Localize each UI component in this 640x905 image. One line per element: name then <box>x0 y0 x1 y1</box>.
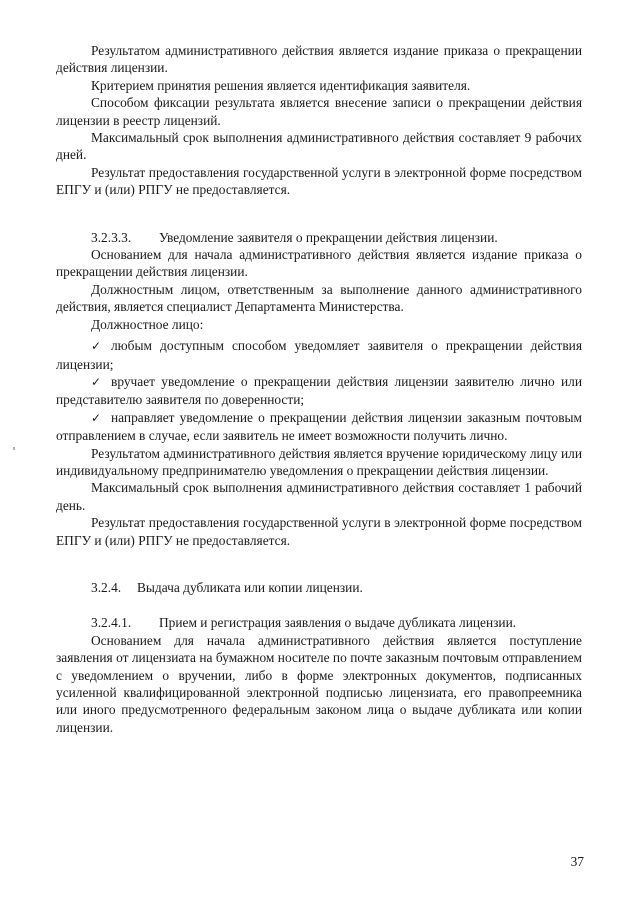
scan-speck <box>13 447 15 450</box>
paragraph-decision-criterion: Критерием принятия решения является идентификация заявителя. <box>91 77 471 93</box>
paragraph-official-intro: Должностное лицо: <box>91 316 204 332</box>
list-item-text: вручает уведомление о прекращении действия лицензии заявителю лично или представителю заявителя по доверенности; <box>56 373 582 408</box>
checkmark-icon: ✓ <box>91 339 102 354</box>
list-item-text: направляет уведомление о прекращении действия лицензии заказным почтовым отправлением в случае, если заявитель не имеет возможности получить лично. <box>56 409 582 444</box>
section-title: Прием и регистрация заявления о выдаче дубликата лицензии. <box>159 615 517 631</box>
section-number: 3.2.4. <box>91 579 122 595</box>
paragraph-notice-basis: Основанием для начала административного действия является издание приказа о прекращении действия лицензии. <box>56 247 582 280</box>
checkmark-icon: ✓ <box>91 374 102 389</box>
list-item-text: любым доступным способом уведомляет заявителя о прекращении действия лицензии; <box>56 338 582 372</box>
page-number: 37 <box>570 854 584 869</box>
paragraph-fixation-method: Способом фиксации результата является внесение записи о прекращении действия лицензии в реестр лицензий. <box>56 95 582 128</box>
list-item <box>56 373 582 409</box>
section-heading-3-2-3-3 <box>56 229 582 246</box>
section-heading-3-2-4-1 <box>56 614 582 631</box>
paragraph-electronic-result: Результат предоставления государственной услуги в электронной форме посредством ЕПГУ и (или) РПГУ не предоставляется. <box>56 164 582 198</box>
paragraph-result-order: Результатом административного действия является издание приказа о прекращении действия лицензии. <box>56 43 582 76</box>
paragraph-responsible-official: Должностным лицом, ответственным за выполнение данного административного действия, является специалист Департамента Министерства. <box>56 281 582 315</box>
paragraph-max-term: Максимальный срок выполнения административного действия составляет 9 рабочих дней. <box>56 130 582 163</box>
section-title: Уведомление заявителя о прекращении действия лицензии. <box>159 229 498 245</box>
paragraph-duplicate-basis: Основанием для начала административного действия является поступление заявления от лицензиата на бумажном носителе по почте заказным почтовым отправлением с уведомлением о вручении, либо в форме электронных документов, подписанных усиленной квалифицированной электронной подписью лицензиата, его правопреемника или иного предусмотренного федеральным законом лица о выдаче дубликата или копии лицензии. <box>56 632 582 735</box>
checkmark-icon: ✓ <box>91 410 102 425</box>
paragraph-notice-result: Результатом административного действия является вручение юридическому лицу или индивидуальному предпринимателю уведомления о прекращении действия лицензии. <box>56 445 582 478</box>
list-item <box>56 409 582 445</box>
section-number: 3.2.4.1. <box>91 615 132 631</box>
section-heading-3-2-4 <box>56 579 582 596</box>
paragraph-notice-max-term: Максимальный срок выполнения административного действия составляет 1 рабочий день. <box>56 480 582 513</box>
paragraph-notice-electronic: Результат предоставления государственной услуги в электронной форме посредством ЕПГУ и (или) РПГУ не предоставляется. <box>56 515 582 548</box>
section-title: Выдача дубликата или копии лицензии. <box>137 579 363 595</box>
list-item <box>56 337 582 373</box>
section-number: 3.2.3.3. <box>91 229 132 245</box>
